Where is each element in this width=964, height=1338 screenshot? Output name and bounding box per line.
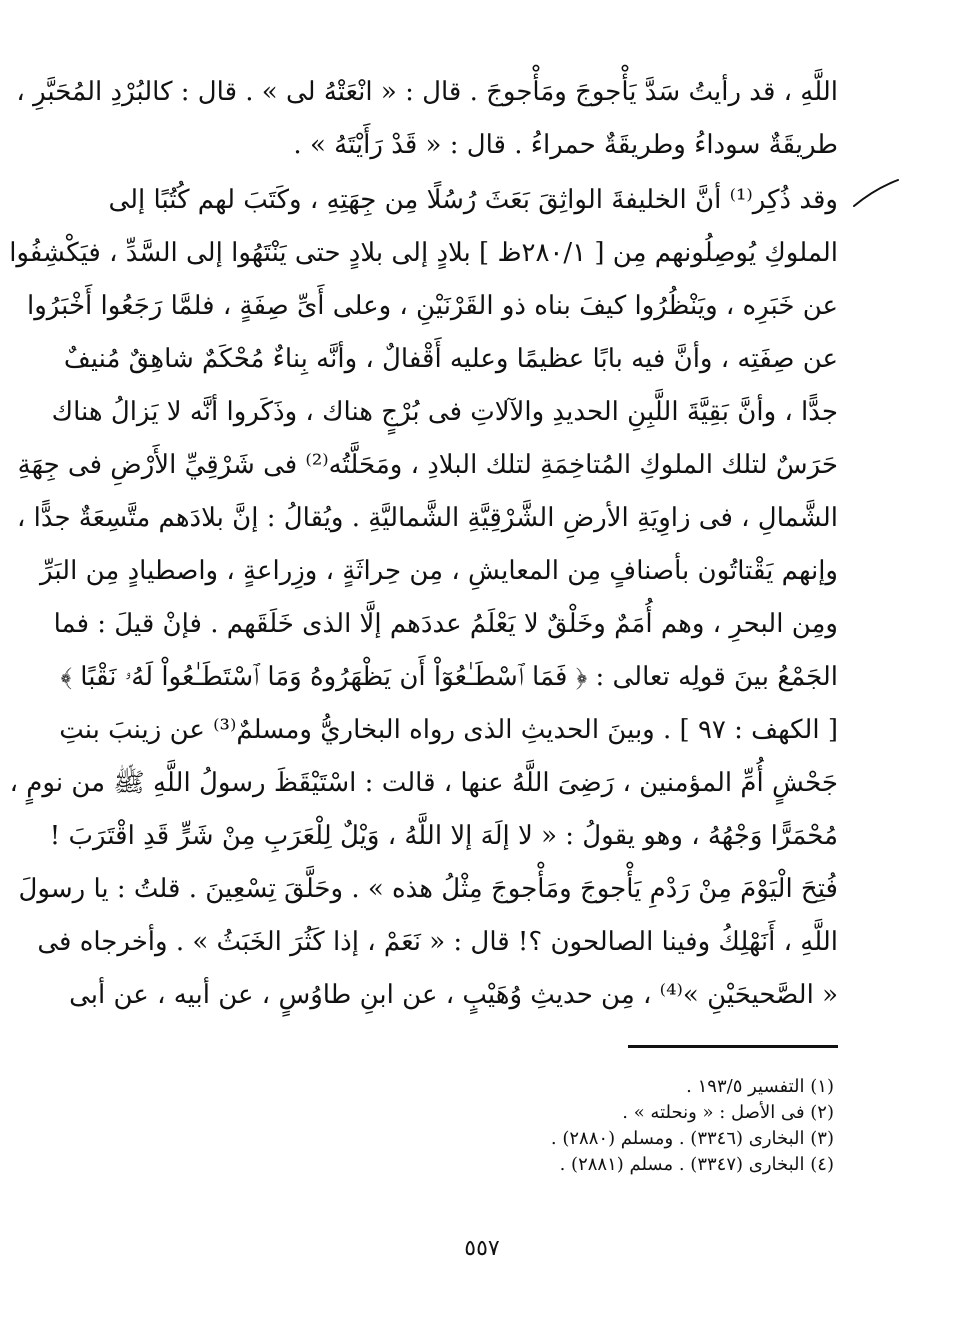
text-line: وإنهم يَقْتاتُون بأصنافٍ مِن المعايشِ ، مِن حِراثَةٍ ، وزِراعةٍ ، واصطيادٍ مِن البَرِّ bbox=[39, 556, 838, 586]
text-line: الملوكِ يُوصِلُونهم مِن [ ٢٨٠/١ظ ] بلادٍ إلى بلادٍ حتى يَنْتَهُوا إلى السَّدِّ ، فيَكْشِفُوا bbox=[9, 238, 838, 268]
text-line: مُحْمَرًّا وَجْهُهُ ، وهو يقولُ : « لا إلَهَ إلا اللَّهُ ، وَيْلٌ لِلْعَرَبِ مِنْ شَرٍّ قَدِ اقْتَرَبَ ! bbox=[49, 821, 838, 851]
text-line: جَحْشٍ أُمِّ المؤمنين ، رَضِىَ اللَّهُ عنها ، قالت : اسْتَيْقَظَ رسولُ اللَّهِ ﷺ من نومٍ ، bbox=[9, 768, 838, 798]
footnote: (٤) البخارى (٣٣٤٧) . مسلم (٢٨٨١) . bbox=[559, 1154, 834, 1175]
footnote: (٣) البخارى (٣٣٤٦) . ومسلم (٢٨٨٠) . bbox=[550, 1128, 834, 1149]
text-line: الجَمْعُ بينَ قولِه تعالى : ﴿ فَمَا ٱسْطَـٰعُوٓاْ أَن يَظْهَرُوهُ وَمَا ٱسْتَطَـٰعُواْ لَهُۥ نَقْبًا ﴾ bbox=[60, 662, 838, 692]
text-line: جدًّا ، وأنَّ بَقِيَّةَ اللَّبِنِ الحديدِ والآلاتِ فى بُرْجٍ هناك ، وذَكَروا أنَّه لا يَزالُ هناك bbox=[51, 397, 838, 427]
text-line: عن خَبَرِه ، ويَنْظُرُوا كيفَ بناه ذو القَرْنَيْنِ ، وعلى أَىِّ صِفَةٍ ، فلمَّا رَجَعُوا أَخْبَرُوا bbox=[26, 291, 838, 321]
page-number: ٥٥٧ bbox=[464, 1236, 500, 1261]
text-line: اللَّهِ ، أَنَهْلِكُ وفينا الصالحون ؟! قال : « نَعَمْ ، إذا كَثُرَ الخَبَثُ » . وأخرجاه فى bbox=[37, 927, 838, 957]
text-line: وقد ذُكِر⁽¹⁾ أنَّ الخليفةَ الواثِقَ بَعَثَ رُسُلًا مِن جِهَتِهِ ، وكَتَبَ لهم كُتُبًا إلى bbox=[108, 185, 838, 215]
text-line: الشَّمالِ ، فى زاوِيَةِ الأرضِ الشَّرْقِيَّةِ الشَّماليَّةِ . ويُقالُ : إنَّ بلادَهم متَّسِعَةٌ جدًّا ، bbox=[16, 503, 838, 533]
margin-pen-mark bbox=[852, 178, 900, 208]
text-line: عن صِفَتِه ، وأنَّ فيه بابًا عظيمًا وعليه أَقْفالٌ ، وأنَّه بِناءٌ مُحْكَمٌ شاهِقٌ مُنيفٌ bbox=[63, 344, 838, 374]
text-line: طريقَةٌ سوداءُ وطريقَةٌ حمراءُ . قال : « قَدْ رَأَيْتَهُ » . bbox=[293, 130, 838, 160]
footnote: (١) التفسير ١٩٣/٥ . bbox=[686, 1076, 834, 1097]
text-line: « الصَّحيحَيْنِ »⁽⁴⁾ ، مِن حديثِ وُهَيْبٍ ، عن ابنِ طاوُسٍ ، عن أبيه ، عن أبى bbox=[69, 980, 838, 1010]
text-line: ومِن البحرِ ، وهم أُمَمٌ وخَلْقٌ لا يَعْلَمُ عددَهم إلَّا الذى خَلَقَهم . فإنْ قيلَ : فما bbox=[53, 609, 838, 639]
text-line: فُتِحَ الْيَوْمَ مِنْ رَدْمِ يَأْجوجَ ومَأْجوجَ مِثْلُ هذه » . وحَلَّقَ تِسْعِينَ . قلتُ : يا رسولَ bbox=[18, 874, 838, 904]
footnotes bbox=[334, 1074, 834, 1178]
main-text bbox=[9, 66, 838, 1022]
text-line: [ الكهف : ٩٧ ] . وبينَ الحديثِ الذى رواه البخاريُّ ومسلمٌ⁽³⁾ عن زينبَ بنتِ bbox=[59, 715, 838, 745]
footnote-separator bbox=[628, 1045, 838, 1048]
text-line: حَرَسٌ لتلك الملوكِ المُتاخِمَةِ لتلك البلادِ ، ومَحَلَّتُه⁽²⁾ فى شَرْقِيِّ الأَرْضِ فى جِهَةِ bbox=[17, 450, 838, 480]
text-line: اللَّهِ ، قد رأيتُ سَدَّ يَأْجوجَ ومَأْجوجَ . قال : « انْعَتْهُ لى » . قال : كالبُرْدِ المُحَبَّرِ ، bbox=[16, 77, 838, 107]
footnote: (٢) فى الأصل : « ونحلته » . bbox=[622, 1102, 834, 1123]
